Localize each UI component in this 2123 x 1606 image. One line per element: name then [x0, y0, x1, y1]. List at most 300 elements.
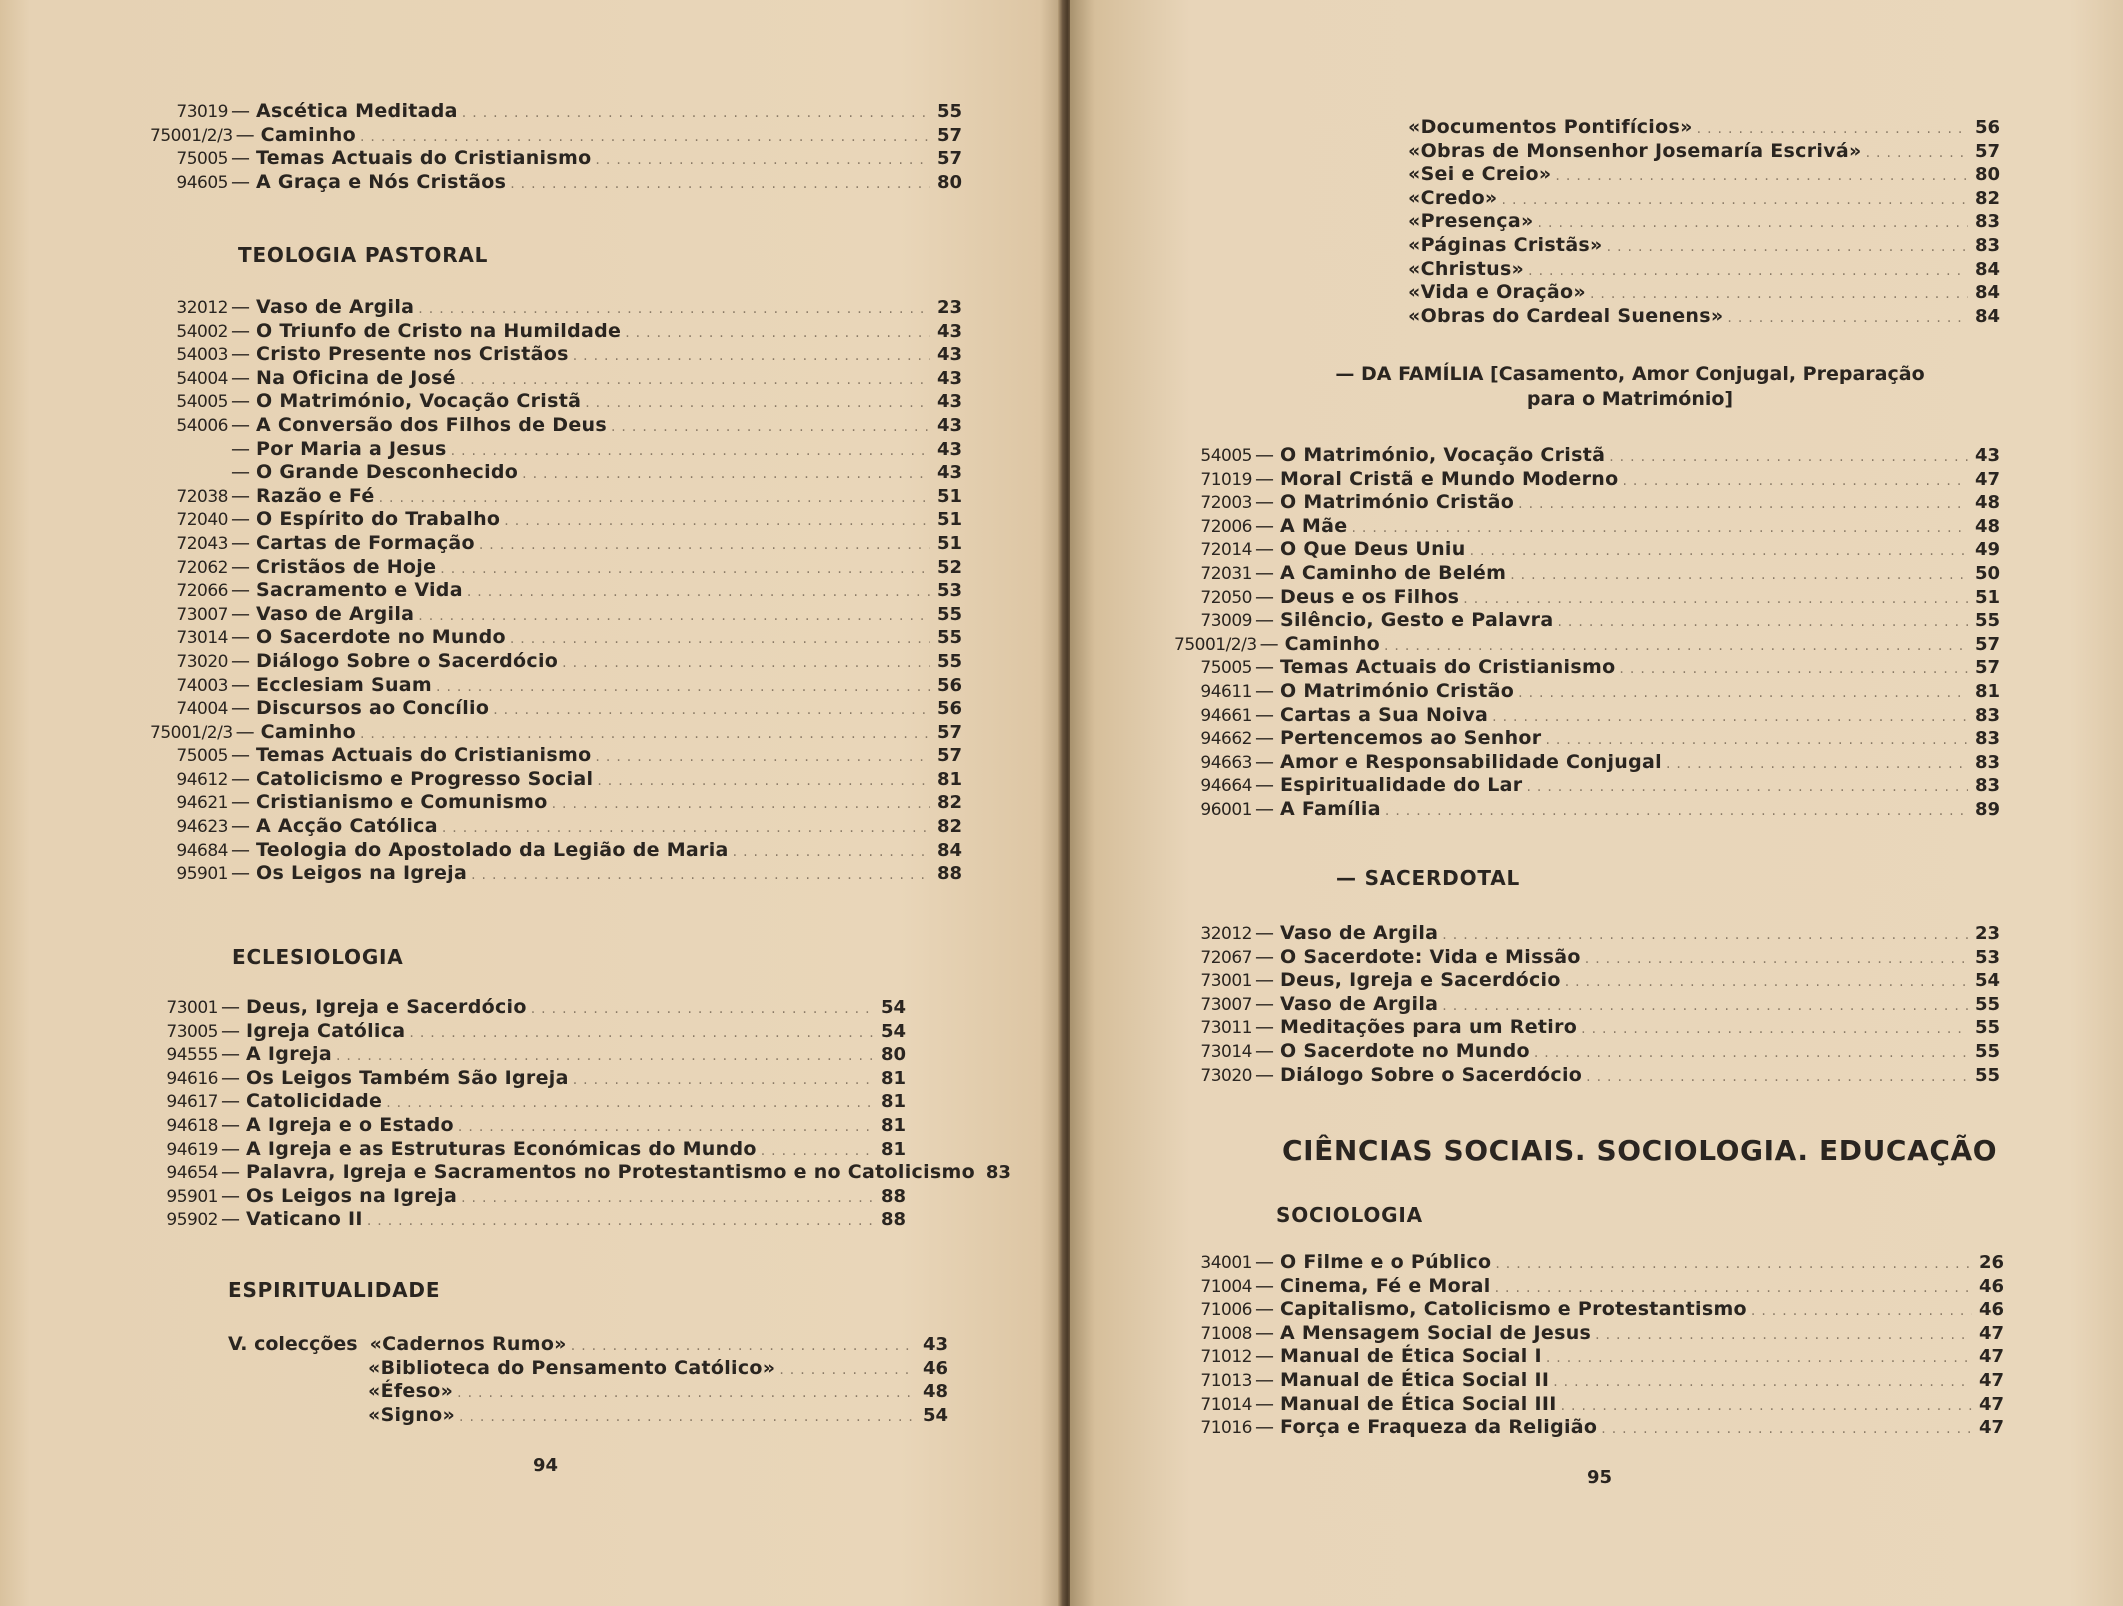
entry-title: Discursos ao Concílio: [256, 697, 490, 720]
dash-separator: —: [1255, 609, 1274, 632]
catalog-code: 73001: [1200, 971, 1252, 992]
index-entry: [1174, 444, 2000, 468]
dash-separator: —: [221, 1113, 240, 1136]
page-ref: 84: [1974, 258, 2000, 280]
index-entry: [1174, 774, 2000, 798]
entry-title: A Igreja e as Estruturas Económicas do Mundo: [246, 1137, 757, 1160]
page-ref: 51: [936, 509, 962, 531]
dot-leader: [1595, 1327, 1972, 1343]
dot-leader: [409, 1025, 874, 1041]
dot-leader: [1545, 732, 1968, 748]
dot-leader: [436, 679, 930, 695]
dot-leader: [510, 631, 930, 647]
page-ref: 89: [1974, 798, 2000, 820]
index-entry: [1174, 609, 2000, 633]
index-entry: [150, 862, 962, 886]
catalog-code: 73019: [176, 102, 228, 122]
entry-title: A Igreja: [246, 1043, 332, 1066]
dot-leader: [1666, 756, 1968, 772]
entry-title: «Vida e Oração»: [1408, 281, 1586, 304]
dash-separator: —: [221, 1184, 240, 1207]
page-ref: 43: [936, 344, 962, 366]
dot-leader: [336, 1048, 874, 1064]
index-entry: [1174, 656, 2000, 680]
dash-separator: —: [231, 838, 250, 861]
dash-separator: —: [231, 508, 250, 531]
page-ref: 43: [936, 414, 962, 436]
index-entry: [150, 579, 962, 603]
entry-title: Silêncio, Gesto e Palavra: [1280, 609, 1554, 632]
dot-leader: [611, 419, 930, 435]
index-entry: [1408, 210, 2000, 234]
catalog-code: 73014: [1200, 1041, 1252, 1062]
dash-separator: —: [231, 649, 250, 672]
catalog-code: 71014: [1200, 1394, 1252, 1415]
entry-title: Caminho: [260, 123, 356, 146]
entry-title: «Páginas Cristãs»: [1408, 233, 1603, 256]
index-entry: [1174, 798, 2000, 822]
dot-leader: [1622, 473, 1968, 489]
catalog-code: 73005: [166, 1021, 218, 1042]
collections-list: [1408, 116, 2000, 328]
index-entry: [150, 367, 962, 391]
entry-title: Ecclesiam Suam: [256, 673, 432, 696]
index-entry: [140, 1138, 906, 1162]
index-entry: [1408, 281, 2000, 305]
index-entry: [1174, 1298, 2004, 1322]
catalog-code: 75001/2/3: [1174, 634, 1257, 655]
dash-separator: —: [1255, 656, 1274, 679]
catalog-code: 73009: [1200, 611, 1252, 632]
dot-leader: [1697, 121, 1968, 137]
catalog-code: 72003: [1200, 493, 1252, 514]
entry-title: Diálogo Sobre o Sacerdócio: [256, 649, 559, 672]
dash-separator: —: [221, 1208, 240, 1231]
catalog-code: 72006: [1200, 516, 1252, 537]
page-ref: 83: [985, 1162, 1011, 1184]
entry-title: «Cadernos Rumo»: [369, 1333, 567, 1355]
index-entry: [1408, 116, 2000, 140]
dot-leader: [442, 820, 930, 836]
entry-title: Caminho: [260, 720, 356, 743]
dash-separator: —: [1255, 444, 1274, 466]
dash-separator: —: [1255, 1392, 1274, 1415]
dot-leader: [504, 513, 930, 529]
entry-title: Espiritualidade do Lar: [1280, 774, 1523, 797]
entry-title: Temas Actuais do Cristianismo: [256, 744, 592, 767]
dot-leader: [585, 395, 930, 411]
entry-title: Força e Fraqueza da Religião: [1280, 1416, 1598, 1439]
page-ref: 84: [1974, 305, 2000, 327]
dash-separator: —: [221, 1137, 240, 1160]
page-ref: 50: [1974, 562, 2000, 584]
index-entry: [150, 556, 962, 580]
dash-separator: —: [1255, 1345, 1274, 1368]
dot-leader: [418, 301, 930, 317]
entry-title: O Sacerdote no Mundo: [1280, 1039, 1530, 1062]
dash-separator: —: [1255, 774, 1274, 797]
entry-title: O Espírito do Trabalho: [256, 508, 501, 531]
catalog-code: 95901: [166, 1186, 218, 1207]
catalog-code: 71012: [1200, 1347, 1252, 1368]
entry-title: Temas Actuais do Cristianismo: [1280, 656, 1616, 679]
catalog-code: 54005: [1200, 446, 1252, 466]
dash-separator: —: [1255, 1274, 1274, 1297]
entry-title: Diálogo Sobre o Sacerdócio: [1280, 1063, 1583, 1086]
page-ref: 49: [1974, 539, 2000, 561]
heading-ciencias-sociais: CIÊNCIAS SOCIAIS. SOCIOLOGIA. EDUCAÇÃO: [1282, 1134, 1998, 1167]
page-ref: 43: [936, 367, 962, 389]
dot-leader: [552, 796, 930, 812]
dash-separator: —: [231, 366, 250, 389]
page-ref: 47: [1974, 468, 2000, 490]
page-ref: 82: [1974, 187, 2000, 209]
page-ref: 83: [1974, 704, 2000, 726]
index-entry: [1174, 1345, 2004, 1369]
page-ref: 23: [936, 297, 962, 318]
dot-leader: [1546, 1350, 1972, 1366]
catalog-code: 94619: [166, 1139, 218, 1160]
dot-leader: [1518, 685, 1968, 701]
catalog-code: 71006: [1200, 1300, 1252, 1321]
dash-separator: —: [231, 461, 250, 484]
dot-leader: [531, 1001, 874, 1017]
entry-title: Meditações para um Retiro: [1280, 1016, 1578, 1039]
page-ref: 46: [1978, 1275, 2004, 1297]
catalog-code: 32012: [176, 298, 228, 318]
dot-leader: [1751, 1303, 1972, 1319]
page-ref: 57: [1974, 633, 2000, 655]
entry-list: [150, 100, 962, 194]
dot-leader: [1619, 661, 1968, 677]
catalog-code: 73011: [1200, 1018, 1252, 1039]
da-familia-list: [1174, 444, 2000, 822]
index-entry: [228, 1380, 948, 1404]
catalog-code: 73007: [176, 604, 228, 625]
page-ref: 81: [936, 768, 962, 790]
entry-title: «Christus»: [1408, 257, 1525, 280]
entry-title: Ascética Meditada: [256, 100, 458, 122]
dash-separator: —: [1255, 1416, 1274, 1439]
page-ref: 55: [1974, 993, 2000, 1015]
index-entry: [140, 1208, 906, 1232]
entry-list: [228, 1333, 948, 1427]
dot-leader: [360, 726, 930, 742]
index-entry: [1174, 1040, 2000, 1064]
index-entry: [140, 1185, 906, 1209]
page-ref: 47: [1978, 1417, 2004, 1439]
entry-title: Cartas a Sua Noiva: [1280, 703, 1489, 726]
dot-leader: [1534, 1045, 1968, 1061]
dot-leader: [379, 490, 930, 506]
index-entry: [1174, 538, 2000, 562]
dash-separator: —: [231, 673, 250, 696]
page-ref: 55: [1974, 1017, 2000, 1039]
dot-leader: [510, 176, 930, 192]
index-entry: [1174, 993, 2000, 1017]
dash-separator: —: [221, 1066, 240, 1089]
page-ref: 83: [1974, 751, 2000, 773]
page-ref: 43: [936, 320, 962, 342]
dash-separator: —: [231, 626, 250, 649]
page-ref: 48: [1974, 492, 2000, 514]
index-entry: [1174, 1016, 2000, 1040]
page-ref: 57: [936, 745, 962, 767]
page-ref: 53: [1974, 946, 2000, 968]
dash-separator: —: [1255, 585, 1274, 608]
dot-leader: [1510, 567, 1968, 583]
entry-title: Cristianismo e Comunismo: [256, 791, 548, 814]
dot-leader: [1553, 1374, 1972, 1390]
page-ref: 55: [1974, 1040, 2000, 1062]
page-ref: 55: [1974, 610, 2000, 632]
dash-separator: —: [1255, 750, 1274, 773]
dash-separator: —: [221, 996, 240, 1018]
entry-list: [140, 996, 1011, 1232]
catalog-code: 95901: [176, 864, 228, 885]
entry-list: [1174, 444, 2000, 822]
dot-leader: [573, 1072, 874, 1088]
index-entry: [150, 626, 962, 650]
dash-separator: —: [1255, 922, 1274, 944]
dot-leader: [457, 1385, 916, 1401]
entry-title: O Sacerdote no Mundo: [256, 626, 506, 649]
eclesiologia-list: [140, 996, 1011, 1232]
dash-separator: —: [231, 484, 250, 507]
dot-leader: [522, 466, 930, 482]
index-entry: [1174, 727, 2000, 751]
index-entry: [150, 697, 962, 721]
index-entry: [150, 147, 962, 171]
entry-title: Cristãos de Hoje: [256, 555, 437, 578]
dot-leader: [360, 129, 930, 145]
entry-title: Palavra, Igreja e Sacramentos no Protestantismo e no Catolicismo: [246, 1161, 975, 1184]
catalog-code: 72014: [1200, 540, 1252, 561]
entry-title: O Sacerdote: Vida e Missão: [1280, 945, 1581, 968]
index-entry: [150, 390, 962, 414]
catalog-code: 75005: [176, 746, 228, 767]
index-entry: [150, 744, 962, 768]
dash-separator: —: [1255, 992, 1274, 1015]
dash-separator: —: [221, 1043, 240, 1066]
page-ref: 47: [1978, 1393, 2004, 1415]
index-entry: [150, 650, 962, 674]
entry-title: Vaso de Argila: [1280, 992, 1439, 1015]
dot-leader: [479, 537, 930, 553]
page-ref: 57: [936, 148, 962, 170]
dash-separator: —: [231, 296, 250, 318]
index-entry: [150, 791, 962, 815]
entry-title: «Obras de Monsenhor Josemaría Escrivá»: [1408, 139, 1862, 162]
catalog-code: 73007: [1200, 994, 1252, 1015]
entry-title: A Mãe: [1280, 514, 1348, 537]
entry-title: Na Oficina de José: [256, 366, 456, 389]
catalog-code: 94618: [166, 1115, 218, 1136]
entry-title: Manual de Ética Social II: [1280, 1368, 1550, 1391]
page-ref: 84: [1974, 282, 2000, 304]
catalog-code: 75005: [1200, 658, 1252, 679]
page-ref: 43: [936, 438, 962, 460]
entry-title: Amor e Responsabilidade Conjugal: [1280, 750, 1662, 773]
dot-leader: [1528, 263, 1968, 279]
dot-leader: [1561, 1398, 1972, 1414]
index-entry: [1174, 1416, 2004, 1440]
entry-title: O Que Deus Uniu: [1280, 538, 1466, 561]
page-ref: 23: [1974, 923, 2000, 944]
dash-separator: —: [231, 555, 250, 578]
page-ref: 56: [936, 698, 962, 720]
catalog-code: 32012: [1200, 924, 1252, 944]
page-ref: 54: [880, 997, 906, 1018]
catalog-code: 72066: [176, 581, 228, 602]
heading-eclesiologia: ECLESIOLOGIA: [232, 945, 404, 969]
dot-leader: [1495, 1280, 1972, 1296]
dash-separator: —: [1255, 491, 1274, 514]
page-ref: 55: [936, 603, 962, 625]
entry-title: Vaso de Argila: [1280, 922, 1439, 944]
page-ref: 48: [1974, 515, 2000, 537]
entry-title: Os Leigos Também São Igreja: [246, 1066, 569, 1089]
heading-line: para o Matrimónio]: [1526, 388, 1734, 410]
index-entry: [150, 124, 962, 148]
index-entry: [1408, 140, 2000, 164]
catalog-code: 94662: [1200, 729, 1252, 750]
dot-leader: [1351, 520, 1968, 536]
index-entry: [1174, 633, 2000, 657]
catalog-code: 72062: [176, 557, 228, 578]
dash-separator: —: [231, 531, 250, 554]
left-top-list: [150, 100, 962, 194]
catalog-code: 54006: [176, 415, 228, 436]
catalog-code: 72050: [1200, 587, 1252, 608]
entry-title: A Igreja e o Estado: [246, 1113, 454, 1136]
index-entry: [228, 1357, 948, 1381]
index-entry: [1174, 1393, 2004, 1417]
index-entry: [1174, 1275, 2004, 1299]
dot-leader: [1492, 709, 1968, 725]
dot-leader: [1518, 496, 1968, 512]
dot-leader: [779, 1362, 916, 1378]
dot-leader: [386, 1095, 874, 1111]
catalog-code: 72067: [1200, 947, 1252, 968]
catalog-code: 94661: [1200, 705, 1252, 726]
page-ref: 57: [1974, 657, 2000, 679]
index-entry: [150, 768, 962, 792]
dot-leader: [493, 702, 930, 718]
dash-separator: —: [231, 862, 250, 885]
entry-title: Sacramento e Vida: [256, 579, 463, 602]
index-entry: [150, 721, 962, 745]
catalog-code: 75005: [176, 149, 228, 170]
catalog-code: 95902: [166, 1210, 218, 1231]
heading-line: — DA FAMÍLIA [Casamento, Amor Conjugal, Preparação: [1335, 363, 1925, 385]
page-ref: 48: [922, 1381, 948, 1403]
index-entry: [150, 414, 962, 438]
catalog-code: 94654: [166, 1163, 218, 1184]
index-entry: [140, 1067, 906, 1091]
dash-separator: —: [1255, 969, 1274, 992]
catalog-code: 94623: [176, 817, 228, 838]
entry-title: A Graça e Nós Cristãos: [256, 170, 507, 193]
catalog-code: 71013: [1200, 1370, 1252, 1391]
index-entry: [150, 674, 962, 698]
page-ref: 46: [1978, 1299, 2004, 1321]
entry-title: Por Maria a Jesus: [256, 437, 447, 460]
dash-separator: —: [231, 579, 250, 602]
dot-leader: [461, 1190, 874, 1206]
dash-separator: —: [231, 100, 250, 122]
heading-teologia-pastoral: TEOLOGIA PASTORAL: [238, 243, 489, 267]
index-entry: [1408, 187, 2000, 211]
catalog-code: 94612: [176, 769, 228, 790]
dash-separator: —: [1255, 467, 1274, 490]
catalog-code: 72038: [176, 486, 228, 507]
page-ref: 55: [936, 650, 962, 672]
page-ref: 46: [922, 1357, 948, 1379]
dash-separator: —: [231, 815, 250, 838]
index-entry: [140, 1114, 906, 1138]
index-entry: [140, 1020, 906, 1044]
teologia-pastoral-list: [150, 296, 962, 886]
index-entry: [1174, 515, 2000, 539]
index-entry: [150, 508, 962, 532]
index-entry: [1174, 1251, 2004, 1275]
catalog-code: 71016: [1200, 1418, 1252, 1439]
entry-title: Cinema, Fé e Moral: [1280, 1274, 1491, 1297]
dot-leader: [1538, 215, 1968, 231]
catalog-code: 74004: [176, 699, 228, 720]
entry-title: A Acção Católica: [256, 815, 438, 838]
page-ref: 80: [1974, 164, 2000, 186]
dash-separator: —: [231, 744, 250, 767]
index-entry: [1174, 491, 2000, 515]
dot-leader: [1463, 591, 1968, 607]
entry-title: «Credo»: [1408, 186, 1498, 209]
catalog-code: 94617: [166, 1092, 218, 1113]
catalog-code: 94684: [176, 840, 228, 861]
entry-title: «Signo»: [368, 1403, 456, 1426]
page-ref: 82: [936, 816, 962, 838]
dash-separator: —: [221, 1019, 240, 1042]
entry-title: O Triunfo de Cristo na Humildade: [256, 319, 622, 342]
index-entry: [1408, 163, 2000, 187]
catalog-code: 72040: [176, 510, 228, 531]
dot-leader: [418, 608, 930, 624]
entry-title: Teologia do Apostolado da Legião de Maria: [256, 838, 729, 861]
page-ref: 84: [936, 839, 962, 861]
entry-list: [1174, 922, 2000, 1087]
entry-title: Manual de Ética Social III: [1280, 1392, 1557, 1415]
entry-title: Razão e Fé: [256, 484, 375, 507]
index-entry: [1174, 751, 2000, 775]
entry-title: A Família: [1280, 797, 1381, 820]
entry-title: Vaso de Argila: [256, 602, 415, 625]
page-ref: 43: [922, 1334, 948, 1355]
dot-leader: [1590, 286, 1968, 302]
page-ref: 52: [936, 556, 962, 578]
page-ref: 43: [936, 391, 962, 413]
entry-list: [150, 296, 962, 886]
entry-title: Igreja Católica: [246, 1019, 406, 1042]
index-entry: [150, 100, 962, 124]
dot-leader: [573, 348, 930, 364]
entry-list: [1408, 116, 2000, 328]
dot-leader: [367, 1213, 874, 1229]
page-ref: 81: [880, 1138, 906, 1160]
catalog-code: 75001/2/3: [150, 722, 233, 743]
index-entry: [150, 171, 962, 195]
page-ref: 80: [880, 1044, 906, 1066]
